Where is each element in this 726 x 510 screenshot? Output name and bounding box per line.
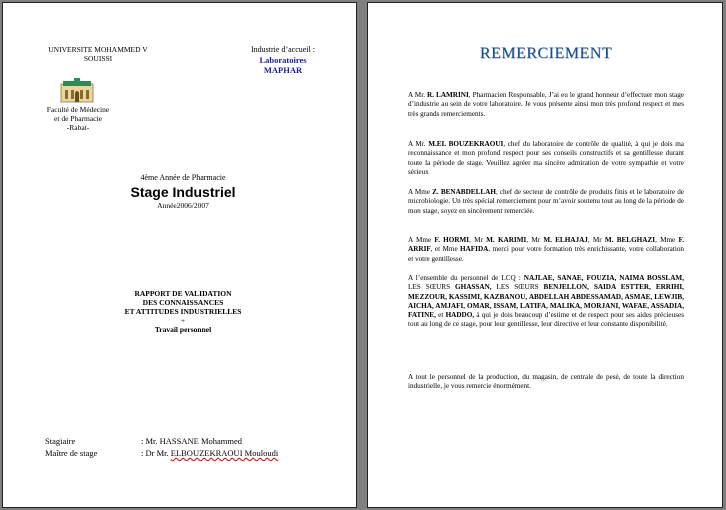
page-left: [2, 2, 357, 508]
report-line-3: ET ATTITUDES INDUSTRIELLES: [124, 307, 242, 316]
text-run: R. LAMRINI: [427, 91, 469, 99]
text-run: GHASSAN,: [455, 283, 492, 292]
faculty-block: [38, 105, 118, 132]
report-block: [83, 289, 283, 334]
paragraph-2: [408, 140, 684, 177]
text-run: F. HORMI: [434, 236, 470, 244]
paragraph-3: [408, 188, 684, 216]
text-run: , Mr: [469, 236, 487, 244]
text-run: , chef du laboratoire de contrôle de qualité, à qui je dois ma reconnaissance et mon profond respect pour ses conseils constructifs et sa gentillesse durant toute la période de stage. Veuillez agréer ma sincère admiration de votre sympathie et votre sérieux: [408, 140, 684, 176]
text-run: , Pharmacien Responsable, J’ai eu le grand honneur d’effectuer mon stage d’industrie au sein de votre laboratoire.: [408, 91, 684, 109]
industrie-name-2: MAPHAR: [263, 65, 303, 75]
faculty-line-2: et de Pharmacie: [54, 114, 102, 123]
faculty-line-3: -Rabat-: [66, 123, 90, 132]
faculty-logo-icon: [60, 78, 94, 104]
text-run: M.EL BOUZEKRAOUI: [428, 140, 504, 148]
text-run: HADDO,: [445, 311, 475, 320]
text-run: Je vous présente ainsi mon très profond respect et mes très grands remerciements.: [408, 100, 684, 118]
university-line-2: SOUISSI: [83, 54, 113, 63]
maitre-label: Maître de stage: [45, 448, 98, 458]
text-run: M. KARIMI: [486, 236, 527, 244]
text-run: F. ARRIF: [408, 236, 684, 254]
text-run: A Mme: [408, 188, 433, 196]
text-run: à qui je dois beaucoup d’estime et de respect pour ses aides précieuses tout au long de ce stage, pour leur gentillesse, leur directive et leur constante disponibilité.: [408, 311, 684, 329]
text-run: , merci pour votre formation très enrichissante, votre collaboration et votre gentillesse.: [408, 245, 685, 263]
faculty-line-1: Faculté de Médecine: [46, 105, 110, 114]
year-label: 4ème Année de Pharmacie: [140, 173, 226, 182]
text-run: , Mr: [526, 236, 544, 244]
text-run: A l’ensemble du personnel de LCQ :: [408, 274, 524, 282]
text-run: Z. BENABDELLAH: [432, 188, 496, 196]
stagiaire-label: Stagiaire: [45, 436, 76, 446]
industrie-label: Industrie d’accueil :: [251, 45, 315, 54]
stagiaire-row: [45, 436, 242, 446]
document-title: Stage Industriel: [130, 184, 236, 200]
text-run: M. ELHAJAJ: [543, 236, 588, 244]
academic-year: Année2006/2007: [157, 201, 209, 210]
text-run: LES SŒURS: [408, 283, 456, 292]
university-header: [43, 45, 153, 63]
text-run: , Mr: [587, 236, 605, 244]
maitre-value-prefix: : Dr Mr.: [141, 448, 171, 458]
text-run: A Mme: [408, 236, 435, 244]
report-plus: +: [180, 316, 186, 325]
paragraph-4: [408, 236, 684, 264]
report-line-2: DES CONNAISSANCES: [142, 298, 224, 307]
report-line-5: Travail personnel: [154, 325, 212, 334]
report-line-1: RAPPORT DE VALIDATION: [134, 289, 232, 298]
text-run: , Mme: [655, 236, 679, 244]
paragraph-5: [408, 274, 684, 330]
text-run: , et Mme: [430, 245, 460, 254]
paragraph-6: [408, 373, 684, 392]
stagiaire-value: : Mr. HASSANE Mohammed: [141, 436, 243, 446]
text-run: LES SŒURS: [491, 283, 544, 292]
maitre-row: [45, 448, 278, 458]
text-run: A Mr.: [408, 140, 429, 148]
paragraph-1: [408, 91, 684, 119]
text-run: et: [435, 311, 446, 320]
maitre-value-name: ELBOUZEKRAOUI Mouloudi: [170, 448, 279, 458]
text-run: , chef de secteur de contrôle de produits finis et le laboratoire de microbiologie. Un très spécial remerciement pour m’avoir soutenu tout au long de la période de mon stage, soyez en sincèrement remerciée.: [408, 188, 684, 215]
text-run: NAJLAE, SANAE, FOUZIA, NAIMA BOSSLAM,: [523, 274, 684, 282]
industrie-block: [233, 45, 333, 75]
text-run: A Mr.: [408, 91, 428, 99]
text-run: A tout le personnel de la production, du magasin, de centrale de pesé, de toute la direction industrielle, je vous remercie énormément.: [408, 373, 684, 391]
page-right: [367, 2, 723, 508]
text-run: HAFIDA: [459, 245, 489, 254]
university-line-1: UNIVERSITE MOHAMMED V: [48, 45, 148, 54]
industrie-name-1: Laboratoires: [259, 55, 307, 65]
text-run: M. BELGHAZI: [604, 236, 656, 244]
remerciement-title: REMERCIEMENT: [479, 45, 613, 62]
text-run: BENJELLON, SAIDA ESTTER, ERRIHI, MEZZOUR, KASSIMI, KAZBANOU, ABDELLAH ABDESSAMAD, ASMAE, LEWJIB, AICHA, AMJAFI, OMAR, ISSAM, LATIFA, MALIKA, MORJANI, WAFAE, ASSADIA, FATINE,: [408, 283, 684, 320]
